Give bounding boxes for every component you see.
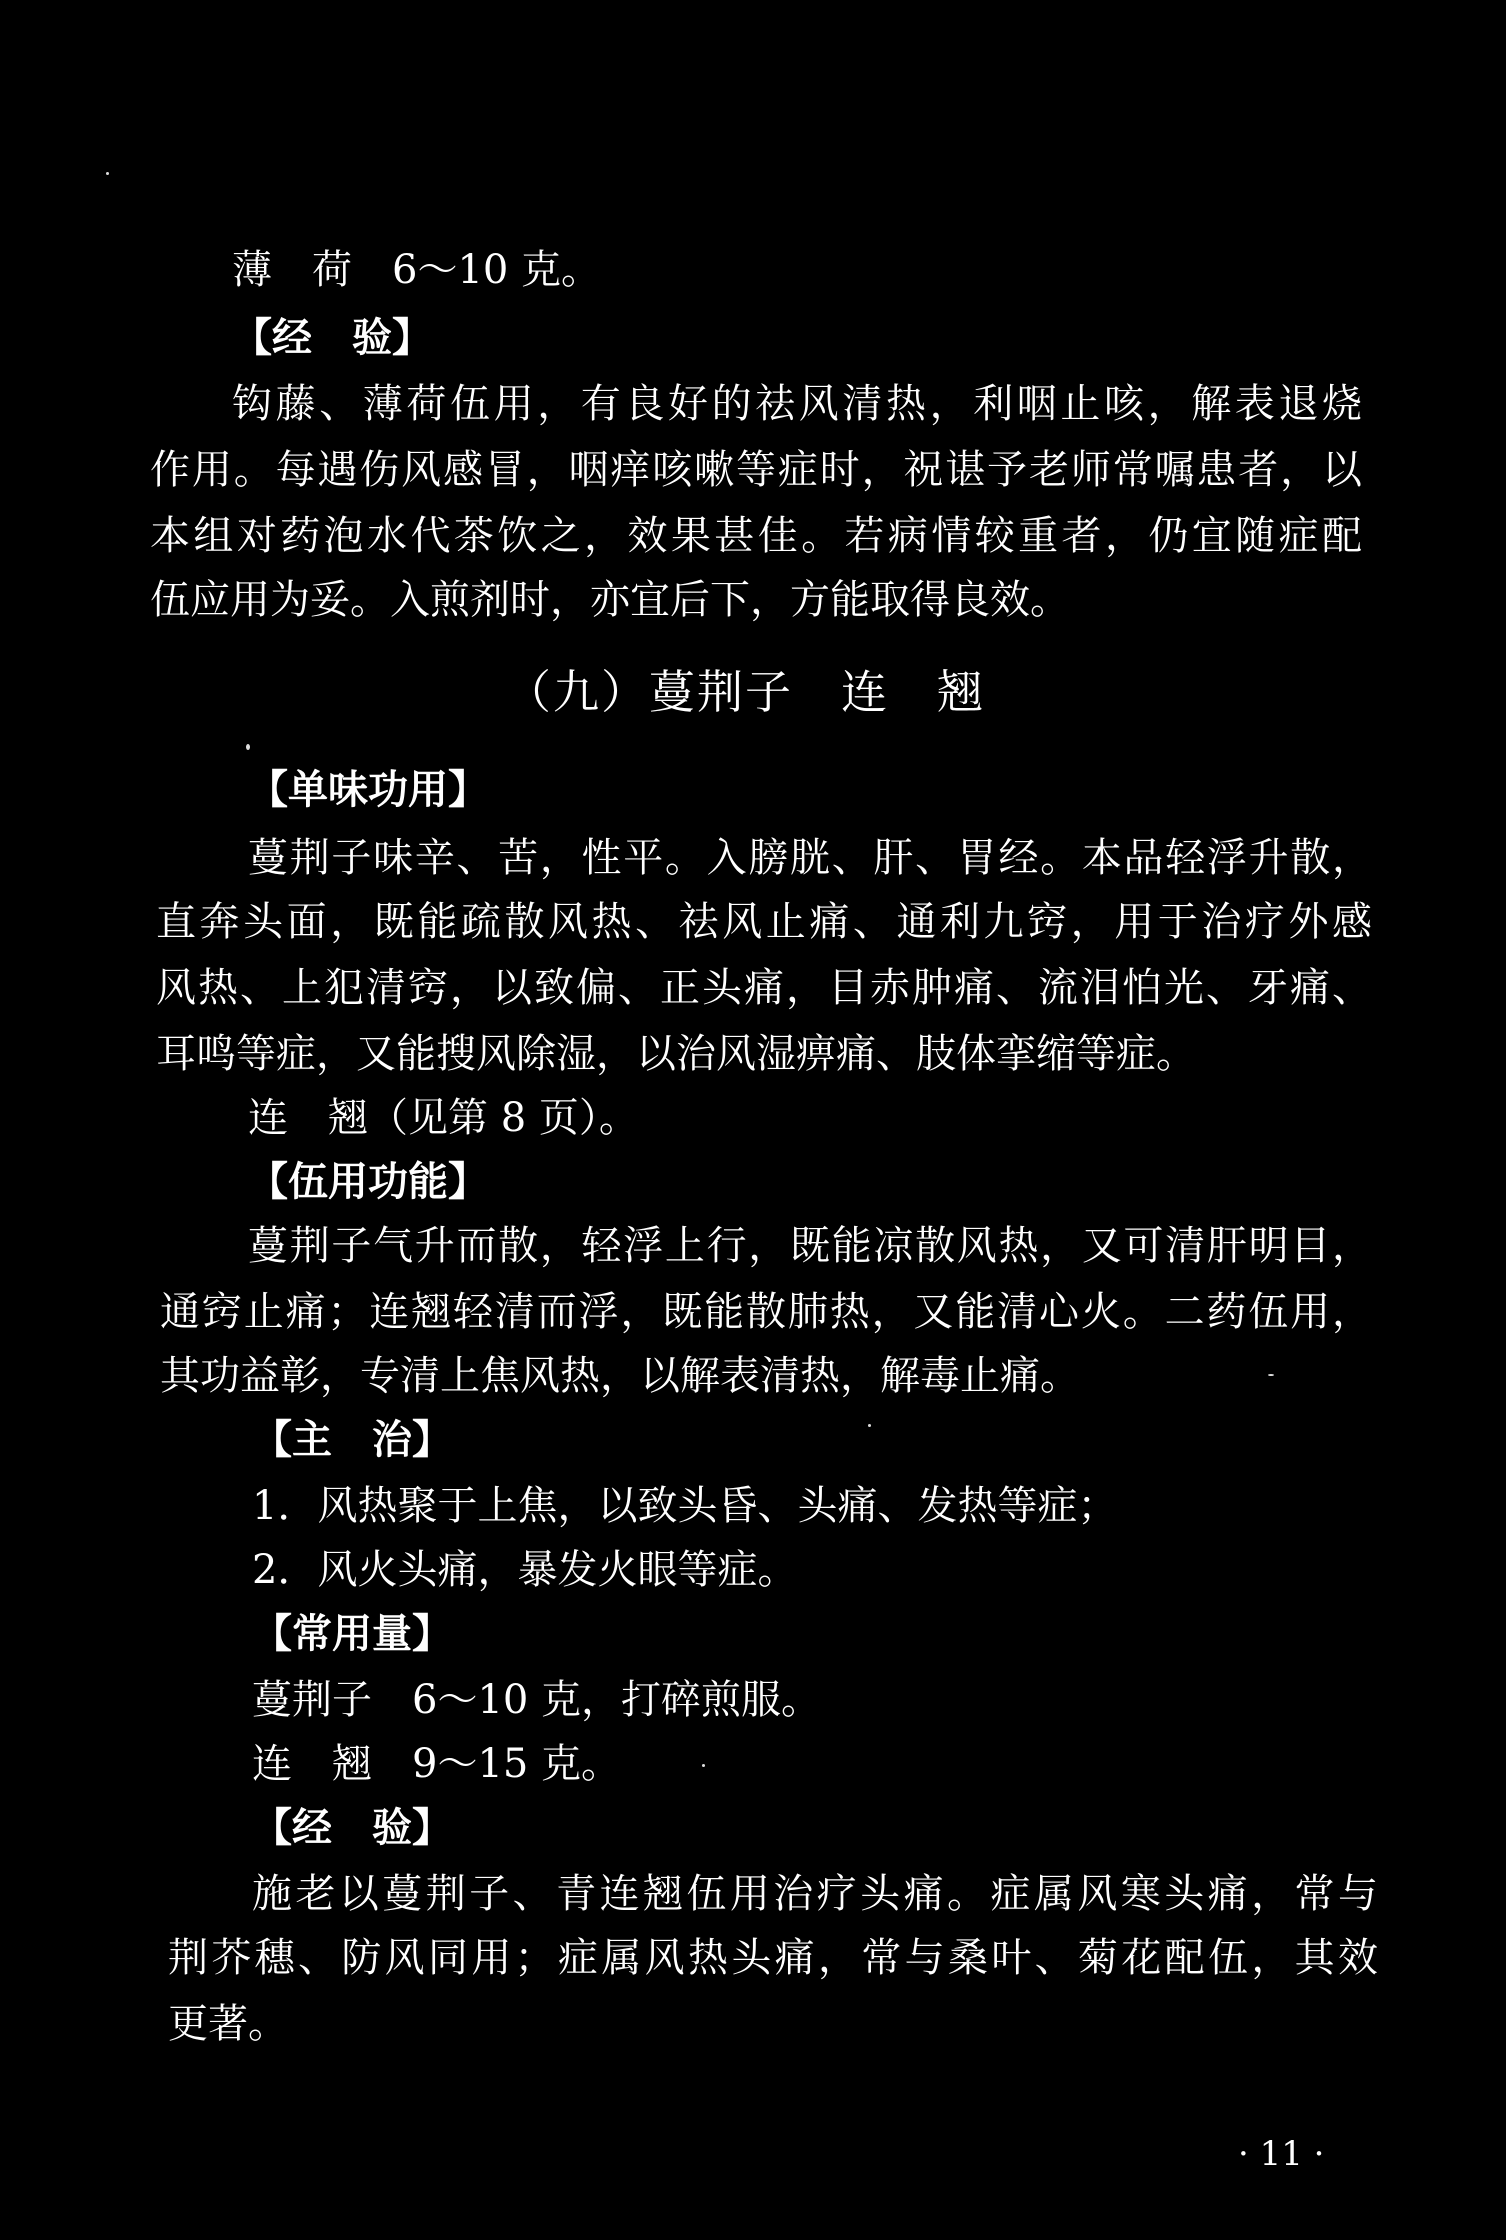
paragraph-line: 荆芥穗、防风同用；症属风热头痛，常与桑叶、菊花配伍，其效 [168, 1935, 1378, 1981]
paragraph-line: 更著。 [168, 2001, 288, 2047]
paragraph-line: 本组对药泡水代茶饮之，效果甚佳。若病情较重者，仍宜随症配 [150, 513, 1362, 559]
section-heading-single-use: 【单味功用】 [248, 767, 488, 813]
dose-line-lianqiao: 连 翘 9～15 克。 [252, 1741, 622, 1787]
scan-speck [702, 1764, 705, 1767]
scan-speck [106, 172, 109, 175]
paragraph-line: 蔓荆子气升而散，轻浮上行，既能凉散风热，又可清肝明目， [248, 1223, 1372, 1269]
paragraph-line: 直奔头面，既能疏散风热、祛风止痛、通利九窍，用于治疗外感 [156, 899, 1372, 945]
paragraph-line: 作用。每遇伤风感冒，咽痒咳嗽等症时，祝谌予老师常嘱患者，以 [150, 447, 1362, 493]
paragraph-line: 蔓荆子味辛、苦，性平。入膀胱、肝、胃经。本品轻浮升散， [248, 835, 1372, 881]
dose-line-manjingzi: 蔓荆子 6～10 克，打碎煎服。 [252, 1677, 822, 1723]
section-heading-experience-2: 【经 验】 [252, 1805, 452, 1851]
section-heading-dosage: 【常用量】 [252, 1611, 452, 1657]
paragraph-line: 钩藤、薄荷伍用，有良好的祛风清热，利咽止咳，解表退烧 [232, 381, 1362, 427]
reference-line: 连 翘（见第 8 页）。 [248, 1095, 639, 1141]
dose-line-bohe: 薄 荷 6～10 克。 [232, 247, 602, 293]
page-number: · 11 · [1238, 2134, 1325, 2174]
paragraph-line: 通窍止痛；连翘轻清而浮，既能散肺热，又能清心火。二药伍用， [160, 1289, 1372, 1335]
paragraph-line: 施老以蔓荆子、青连翘伍用治疗头痛。症属风寒头痛，常与 [252, 1871, 1378, 1917]
section-heading-experience: 【经 验】 [232, 315, 432, 361]
paragraph-line: 伍应用为妥。入煎剂时，亦宜后下，方能取得良效。 [150, 577, 1070, 623]
paragraph-line: 风热、上犯清窍，以致偏、正头痛，目赤肿痛、流泪怕光、牙痛、 [156, 965, 1372, 1011]
scan-speck [868, 1424, 871, 1427]
section-title: （九）蔓荆子 连 翘 [505, 665, 985, 719]
section-heading-combined-function: 【伍用功能】 [248, 1159, 488, 1205]
scan-speck [246, 744, 250, 750]
list-item: 1．风热聚于上焦，以致头昏、头痛、发热等症； [252, 1483, 1118, 1529]
scan-speck [1268, 1374, 1274, 1376]
paragraph-line: 其功益彰，专清上焦风热，以解表清热，解毒止痛。 [160, 1353, 1080, 1399]
list-item: 2．风火头痛，暴发火眼等症。 [252, 1547, 798, 1593]
section-heading-indications: 【主 治】 [252, 1417, 452, 1463]
paragraph-line: 耳鸣等症，又能搜风除湿，以治风湿痹痛、肢体挛缩等症。 [156, 1031, 1196, 1077]
